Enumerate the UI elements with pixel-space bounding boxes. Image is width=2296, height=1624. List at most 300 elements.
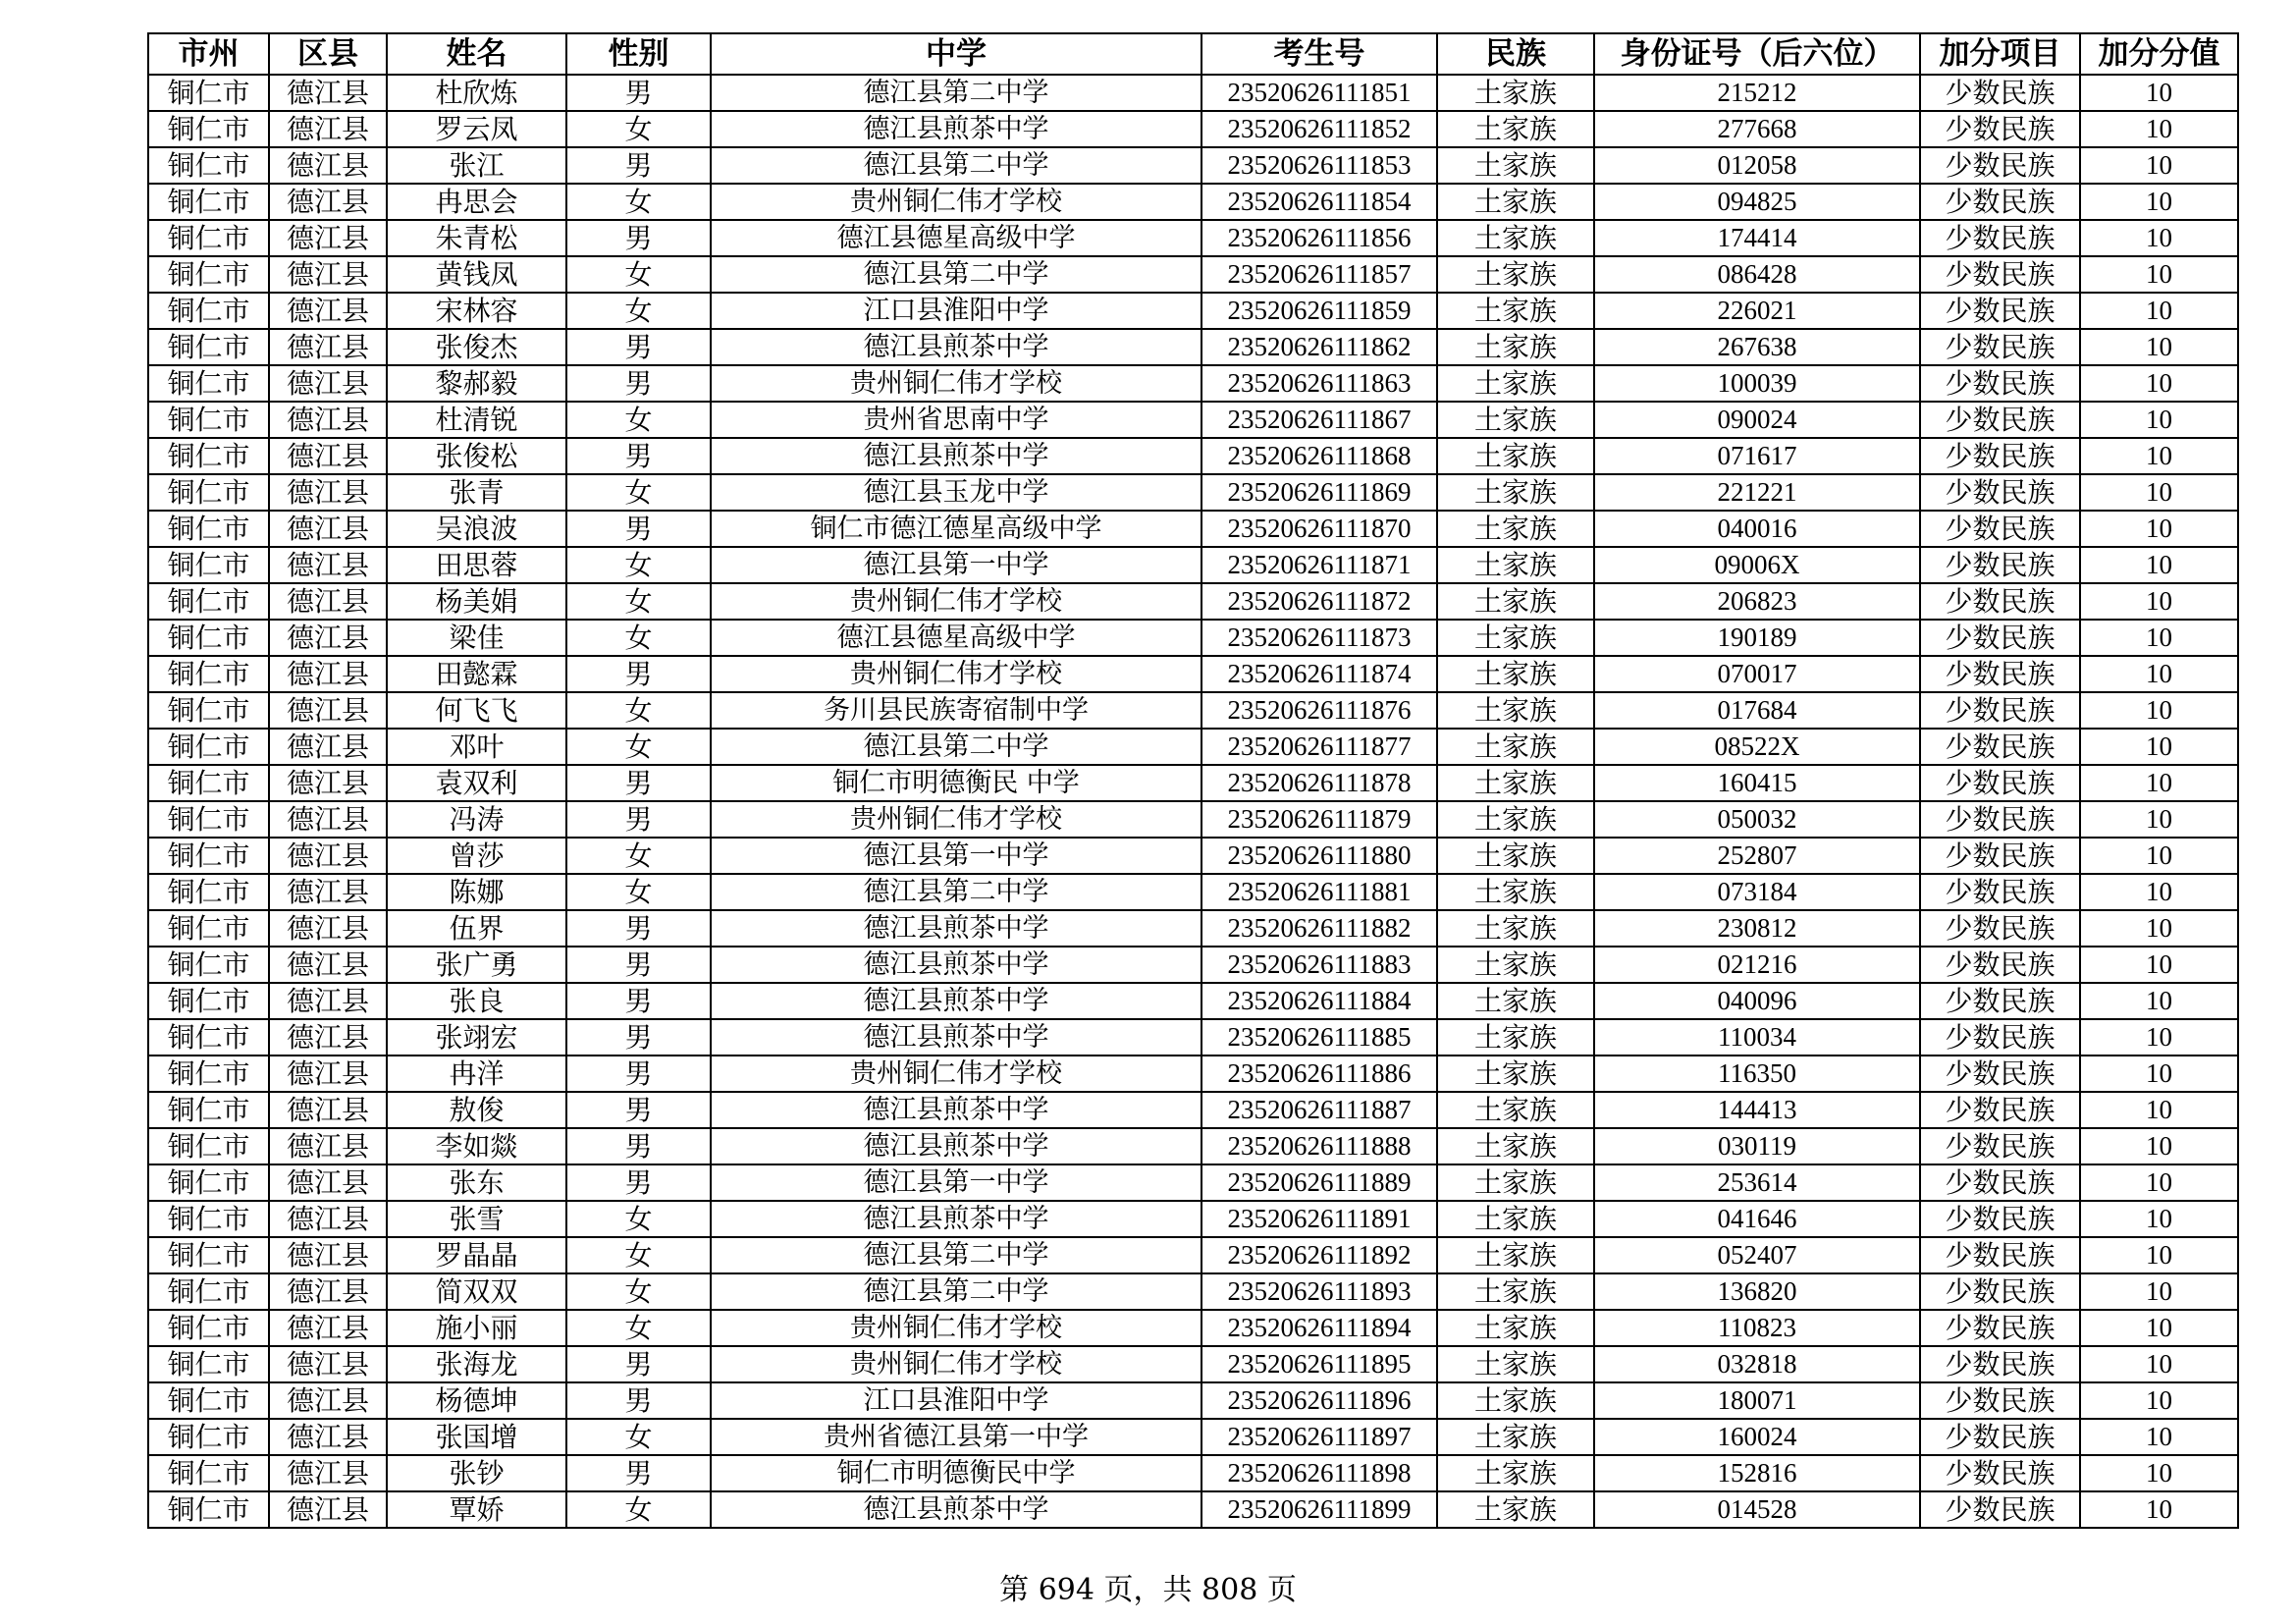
exam-id-cell: 23520626111852	[1201, 111, 1437, 147]
id-suffix-cell: 012058	[1594, 147, 1920, 184]
name-cell: 罗云凤	[387, 111, 566, 147]
name-cell: 张广勇	[387, 947, 566, 983]
county-cell: 德江县	[269, 1273, 387, 1310]
school-cell: 德江县煎茶中学	[711, 983, 1201, 1019]
ethnicity-cell: 土家族	[1437, 1455, 1594, 1491]
school-cell: 贵州铜仁伟才学校	[711, 365, 1201, 402]
exam-id-cell: 23520626111854	[1201, 184, 1437, 220]
ethnicity-cell: 土家族	[1437, 910, 1594, 947]
ethnicity-cell: 土家族	[1437, 256, 1594, 293]
name-cell: 简双双	[387, 1273, 566, 1310]
bonus-points-table	[147, 32, 2239, 1529]
county-cell: 德江县	[269, 293, 387, 329]
exam-id-cell: 23520626111853	[1201, 147, 1437, 184]
name-cell: 张翊宏	[387, 1019, 566, 1056]
table-row	[148, 1164, 2238, 1201]
name-cell: 李如燚	[387, 1128, 566, 1164]
gender-cell: 女	[566, 583, 711, 620]
county-cell: 德江县	[269, 910, 387, 947]
bonus-item-cell: 少数民族	[1920, 1056, 2080, 1092]
name-cell: 张国增	[387, 1419, 566, 1455]
county-cell: 德江县	[269, 1455, 387, 1491]
gender-cell: 女	[566, 620, 711, 656]
exam-id-cell: 23520626111857	[1201, 256, 1437, 293]
id-suffix-cell: 050032	[1594, 801, 1920, 838]
bonus-value-cell: 10	[2080, 801, 2238, 838]
id-suffix-cell: 021216	[1594, 947, 1920, 983]
city-cell: 铜仁市	[148, 947, 269, 983]
id-suffix-cell: 230812	[1594, 910, 1920, 947]
school-cell: 德江县第一中学	[711, 547, 1201, 583]
ethnicity-cell: 土家族	[1437, 402, 1594, 438]
bonus-item-cell: 少数民族	[1920, 547, 2080, 583]
bonus-value-cell: 10	[2080, 329, 2238, 365]
city-cell: 铜仁市	[148, 583, 269, 620]
bonus-value-cell: 10	[2080, 1491, 2238, 1528]
city-cell: 铜仁市	[148, 1056, 269, 1092]
bonus-value-cell: 10	[2080, 147, 2238, 184]
table-row	[148, 329, 2238, 365]
exam-id-cell: 23520626111887	[1201, 1092, 1437, 1128]
city-cell: 铜仁市	[148, 1092, 269, 1128]
bonus-item-cell: 少数民族	[1920, 765, 2080, 801]
bonus-value-cell: 10	[2080, 1201, 2238, 1237]
county-cell: 德江县	[269, 111, 387, 147]
county-cell: 德江县	[269, 983, 387, 1019]
bonus-value-cell: 10	[2080, 1419, 2238, 1455]
ethnicity-cell: 土家族	[1437, 729, 1594, 765]
city-cell: 铜仁市	[148, 402, 269, 438]
bonus-value-cell: 10	[2080, 365, 2238, 402]
county-cell: 德江县	[269, 1346, 387, 1382]
bonus-value-cell: 10	[2080, 1455, 2238, 1491]
table-row	[148, 147, 2238, 184]
ethnicity-cell: 土家族	[1437, 1092, 1594, 1128]
exam-id-cell: 23520626111868	[1201, 438, 1437, 474]
school-cell: 德江县第一中学	[711, 1164, 1201, 1201]
bonus-item-cell: 少数民族	[1920, 1019, 2080, 1056]
bonus-item-cell: 少数民族	[1920, 1419, 2080, 1455]
ethnicity-cell: 土家族	[1437, 874, 1594, 910]
ethnicity-cell: 土家族	[1437, 1310, 1594, 1346]
county-cell: 德江县	[269, 874, 387, 910]
county-cell: 德江县	[269, 75, 387, 111]
school-cell: 铜仁市明德衡民中学	[711, 1455, 1201, 1491]
city-cell: 铜仁市	[148, 1201, 269, 1237]
gender-cell: 男	[566, 438, 711, 474]
table-row	[148, 620, 2238, 656]
gender-cell: 女	[566, 402, 711, 438]
county-cell: 德江县	[269, 729, 387, 765]
exam-id-cell: 23520626111863	[1201, 365, 1437, 402]
bonus-item-cell: 少数民族	[1920, 1382, 2080, 1419]
gender-cell: 女	[566, 1273, 711, 1310]
bonus-item-cell: 少数民族	[1920, 511, 2080, 547]
city-cell: 铜仁市	[148, 1419, 269, 1455]
exam-id-cell: 23520626111894	[1201, 1310, 1437, 1346]
gender-cell: 男	[566, 983, 711, 1019]
city-cell: 铜仁市	[148, 220, 269, 256]
bonus-value-cell: 10	[2080, 1237, 2238, 1273]
id-suffix-cell: 180071	[1594, 1382, 1920, 1419]
col-header-bonus-value: 加分分值	[2080, 33, 2238, 75]
exam-id-cell: 23520626111897	[1201, 1419, 1437, 1455]
gender-cell: 男	[566, 947, 711, 983]
county-cell: 德江县	[269, 1092, 387, 1128]
ethnicity-cell: 土家族	[1437, 838, 1594, 874]
bonus-value-cell: 10	[2080, 438, 2238, 474]
city-cell: 铜仁市	[148, 1310, 269, 1346]
bonus-item-cell: 少数民族	[1920, 838, 2080, 874]
bonus-value-cell: 10	[2080, 293, 2238, 329]
ethnicity-cell: 土家族	[1437, 1019, 1594, 1056]
school-cell: 德江县德星高级中学	[711, 620, 1201, 656]
bonus-value-cell: 10	[2080, 656, 2238, 692]
city-cell: 铜仁市	[148, 474, 269, 511]
name-cell: 张良	[387, 983, 566, 1019]
ethnicity-cell: 土家族	[1437, 1164, 1594, 1201]
city-cell: 铜仁市	[148, 656, 269, 692]
ethnicity-cell: 土家族	[1437, 947, 1594, 983]
bonus-value-cell: 10	[2080, 765, 2238, 801]
city-cell: 铜仁市	[148, 329, 269, 365]
bonus-item-cell: 少数民族	[1920, 147, 2080, 184]
id-suffix-cell: 014528	[1594, 1491, 1920, 1528]
city-cell: 铜仁市	[148, 729, 269, 765]
bonus-item-cell: 少数民族	[1920, 111, 2080, 147]
bonus-item-cell: 少数民族	[1920, 402, 2080, 438]
col-header-name: 姓名	[387, 33, 566, 75]
gender-cell: 男	[566, 1128, 711, 1164]
county-cell: 德江县	[269, 1128, 387, 1164]
id-suffix-cell: 09006X	[1594, 547, 1920, 583]
exam-id-cell: 23520626111885	[1201, 1019, 1437, 1056]
city-cell: 铜仁市	[148, 1491, 269, 1528]
county-cell: 德江县	[269, 1237, 387, 1273]
bonus-value-cell: 10	[2080, 111, 2238, 147]
ethnicity-cell: 土家族	[1437, 365, 1594, 402]
id-suffix-cell: 086428	[1594, 256, 1920, 293]
id-suffix-cell: 152816	[1594, 1455, 1920, 1491]
name-cell: 伍界	[387, 910, 566, 947]
exam-id-cell: 23520626111886	[1201, 1056, 1437, 1092]
table-row	[148, 547, 2238, 583]
id-suffix-cell: 071617	[1594, 438, 1920, 474]
exam-id-cell: 23520626111898	[1201, 1455, 1437, 1491]
table-row	[148, 1019, 2238, 1056]
bonus-value-cell: 10	[2080, 1310, 2238, 1346]
county-cell: 德江县	[269, 1019, 387, 1056]
ethnicity-cell: 土家族	[1437, 293, 1594, 329]
bonus-value-cell: 10	[2080, 983, 2238, 1019]
name-cell: 覃娇	[387, 1491, 566, 1528]
table-row	[148, 438, 2238, 474]
school-cell: 德江县煎茶中学	[711, 1491, 1201, 1528]
id-suffix-cell: 073184	[1594, 874, 1920, 910]
exam-id-cell: 23520626111889	[1201, 1164, 1437, 1201]
ethnicity-cell: 土家族	[1437, 692, 1594, 729]
county-cell: 德江县	[269, 547, 387, 583]
bonus-item-cell: 少数民族	[1920, 75, 2080, 111]
city-cell: 铜仁市	[148, 111, 269, 147]
id-suffix-cell: 090024	[1594, 402, 1920, 438]
bonus-value-cell: 10	[2080, 1273, 2238, 1310]
school-cell: 德江县玉龙中学	[711, 474, 1201, 511]
name-cell: 张青	[387, 474, 566, 511]
table-row	[148, 1128, 2238, 1164]
name-cell: 张雪	[387, 1201, 566, 1237]
id-suffix-cell: 110034	[1594, 1019, 1920, 1056]
table-row	[148, 256, 2238, 293]
county-cell: 德江县	[269, 1201, 387, 1237]
city-cell: 铜仁市	[148, 547, 269, 583]
county-cell: 德江县	[269, 1419, 387, 1455]
table-row	[148, 75, 2238, 111]
bonus-value-cell: 10	[2080, 220, 2238, 256]
gender-cell: 男	[566, 1455, 711, 1491]
county-cell: 德江县	[269, 329, 387, 365]
gender-cell: 男	[566, 910, 711, 947]
city-cell: 铜仁市	[148, 1164, 269, 1201]
school-cell: 贵州铜仁伟才学校	[711, 656, 1201, 692]
county-cell: 德江县	[269, 947, 387, 983]
gender-cell: 男	[566, 365, 711, 402]
bonus-item-cell: 少数民族	[1920, 1491, 2080, 1528]
ethnicity-cell: 土家族	[1437, 1382, 1594, 1419]
name-cell: 冉思会	[387, 184, 566, 220]
city-cell: 铜仁市	[148, 1273, 269, 1310]
county-cell: 德江县	[269, 511, 387, 547]
bonus-item-cell: 少数民族	[1920, 983, 2080, 1019]
school-cell: 德江县第一中学	[711, 838, 1201, 874]
col-header-county: 区县	[269, 33, 387, 75]
county-cell: 德江县	[269, 1491, 387, 1528]
gender-cell: 男	[566, 220, 711, 256]
id-suffix-cell: 267638	[1594, 329, 1920, 365]
school-cell: 德江县德星高级中学	[711, 220, 1201, 256]
school-cell: 铜仁市德江德星高级中学	[711, 511, 1201, 547]
header-row	[148, 33, 2238, 75]
exam-id-cell: 23520626111867	[1201, 402, 1437, 438]
county-cell: 德江县	[269, 620, 387, 656]
name-cell: 杜清锐	[387, 402, 566, 438]
gender-cell: 男	[566, 1346, 711, 1382]
table-row	[148, 692, 2238, 729]
ethnicity-cell: 土家族	[1437, 1273, 1594, 1310]
bonus-value-cell: 10	[2080, 1092, 2238, 1128]
ethnicity-cell: 土家族	[1437, 111, 1594, 147]
bonus-value-cell: 10	[2080, 256, 2238, 293]
bonus-value-cell: 10	[2080, 1346, 2238, 1382]
school-cell: 德江县煎茶中学	[711, 438, 1201, 474]
school-cell: 德江县煎茶中学	[711, 1019, 1201, 1056]
exam-id-cell: 23520626111899	[1201, 1491, 1437, 1528]
name-cell: 田懿霖	[387, 656, 566, 692]
id-suffix-cell: 221221	[1594, 474, 1920, 511]
table-row	[148, 511, 2238, 547]
name-cell: 吴浪波	[387, 511, 566, 547]
id-suffix-cell: 190189	[1594, 620, 1920, 656]
table-row	[148, 765, 2238, 801]
ethnicity-cell: 土家族	[1437, 620, 1594, 656]
city-cell: 铜仁市	[148, 874, 269, 910]
city-cell: 铜仁市	[148, 1346, 269, 1382]
id-suffix-cell: 160024	[1594, 1419, 1920, 1455]
city-cell: 铜仁市	[148, 838, 269, 874]
bonus-value-cell: 10	[2080, 947, 2238, 983]
exam-id-cell: 23520626111893	[1201, 1273, 1437, 1310]
county-cell: 德江县	[269, 365, 387, 402]
exam-id-cell: 23520626111877	[1201, 729, 1437, 765]
bonus-value-cell: 10	[2080, 184, 2238, 220]
ethnicity-cell: 土家族	[1437, 656, 1594, 692]
table-row	[148, 874, 2238, 910]
id-suffix-cell: 116350	[1594, 1056, 1920, 1092]
exam-id-cell: 23520626111891	[1201, 1201, 1437, 1237]
bonus-value-cell: 10	[2080, 692, 2238, 729]
school-cell: 德江县第二中学	[711, 729, 1201, 765]
county-cell: 德江县	[269, 1382, 387, 1419]
bonus-item-cell: 少数民族	[1920, 1310, 2080, 1346]
gender-cell: 男	[566, 1164, 711, 1201]
school-cell: 德江县第二中学	[711, 147, 1201, 184]
school-cell: 德江县煎茶中学	[711, 111, 1201, 147]
bonus-item-cell: 少数民族	[1920, 1092, 2080, 1128]
bonus-item-cell: 少数民族	[1920, 692, 2080, 729]
bonus-value-cell: 10	[2080, 874, 2238, 910]
bonus-item-cell: 少数民族	[1920, 1237, 2080, 1273]
city-cell: 铜仁市	[148, 765, 269, 801]
ethnicity-cell: 土家族	[1437, 983, 1594, 1019]
bonus-value-cell: 10	[2080, 729, 2238, 765]
bonus-item-cell: 少数民族	[1920, 620, 2080, 656]
city-cell: 铜仁市	[148, 365, 269, 402]
name-cell: 曾莎	[387, 838, 566, 874]
col-header-gender: 性别	[566, 33, 711, 75]
gender-cell: 女	[566, 547, 711, 583]
bonus-value-cell: 10	[2080, 75, 2238, 111]
bonus-value-cell: 10	[2080, 1019, 2238, 1056]
city-cell: 铜仁市	[148, 511, 269, 547]
gender-cell: 女	[566, 184, 711, 220]
county-cell: 德江县	[269, 1164, 387, 1201]
gender-cell: 女	[566, 293, 711, 329]
name-cell: 田思蓉	[387, 547, 566, 583]
bonus-item-cell: 少数民族	[1920, 801, 2080, 838]
name-cell: 陈娜	[387, 874, 566, 910]
exam-id-cell: 23520626111878	[1201, 765, 1437, 801]
id-suffix-cell: 174414	[1594, 220, 1920, 256]
table-row	[148, 947, 2238, 983]
bonus-value-cell: 10	[2080, 838, 2238, 874]
exam-id-cell: 23520626111879	[1201, 801, 1437, 838]
city-cell: 铜仁市	[148, 1237, 269, 1273]
exam-id-cell: 23520626111880	[1201, 838, 1437, 874]
table-row	[148, 111, 2238, 147]
gender-cell: 男	[566, 1092, 711, 1128]
col-header-bonus-item: 加分项目	[1920, 33, 2080, 75]
school-cell: 江口县淮阳中学	[711, 1382, 1201, 1419]
school-cell: 贵州省德江县第一中学	[711, 1419, 1201, 1455]
name-cell: 邓叶	[387, 729, 566, 765]
name-cell: 何飞飞	[387, 692, 566, 729]
ethnicity-cell: 土家族	[1437, 583, 1594, 620]
school-cell: 德江县第二中学	[711, 1273, 1201, 1310]
table-row	[148, 1237, 2238, 1273]
bonus-item-cell: 少数民族	[1920, 1273, 2080, 1310]
county-cell: 德江县	[269, 256, 387, 293]
bonus-item-cell: 少数民族	[1920, 220, 2080, 256]
exam-id-cell: 23520626111892	[1201, 1237, 1437, 1273]
name-cell: 杨德坤	[387, 1382, 566, 1419]
school-cell: 德江县第二中学	[711, 256, 1201, 293]
gender-cell: 男	[566, 656, 711, 692]
ethnicity-cell: 土家族	[1437, 1056, 1594, 1092]
bonus-item-cell: 少数民族	[1920, 1455, 2080, 1491]
name-cell: 宋林容	[387, 293, 566, 329]
school-cell: 德江县煎茶中学	[711, 1201, 1201, 1237]
name-cell: 朱青松	[387, 220, 566, 256]
county-cell: 德江县	[269, 801, 387, 838]
col-header-id-suffix: 身份证号（后六位）	[1594, 33, 1920, 75]
name-cell: 袁双利	[387, 765, 566, 801]
name-cell: 敖俊	[387, 1092, 566, 1128]
table-row	[148, 583, 2238, 620]
id-suffix-cell: 206823	[1594, 583, 1920, 620]
county-cell: 德江县	[269, 765, 387, 801]
id-suffix-cell: 277668	[1594, 111, 1920, 147]
name-cell: 梁佳	[387, 620, 566, 656]
ethnicity-cell: 土家族	[1437, 511, 1594, 547]
id-suffix-cell: 040016	[1594, 511, 1920, 547]
gender-cell: 女	[566, 1419, 711, 1455]
table-row	[148, 1092, 2238, 1128]
table-row	[148, 1346, 2238, 1382]
county-cell: 德江县	[269, 692, 387, 729]
bonus-item-cell: 少数民族	[1920, 583, 2080, 620]
gender-cell: 女	[566, 1491, 711, 1528]
table-row	[148, 801, 2238, 838]
school-cell: 贵州铜仁伟才学校	[711, 1346, 1201, 1382]
gender-cell: 女	[566, 838, 711, 874]
bonus-item-cell: 少数民族	[1920, 874, 2080, 910]
id-suffix-cell: 136820	[1594, 1273, 1920, 1310]
table-row	[148, 838, 2238, 874]
name-cell: 冉洋	[387, 1056, 566, 1092]
ethnicity-cell: 土家族	[1437, 147, 1594, 184]
col-header-city: 市州	[148, 33, 269, 75]
table-row	[148, 1382, 2238, 1419]
school-cell: 江口县淮阳中学	[711, 293, 1201, 329]
ethnicity-cell: 土家族	[1437, 184, 1594, 220]
city-cell: 铜仁市	[148, 293, 269, 329]
table-row	[148, 1056, 2238, 1092]
county-cell: 德江县	[269, 838, 387, 874]
page-footer: 第 694 页，共 808 页	[999, 1573, 1297, 1607]
id-suffix-cell: 160415	[1594, 765, 1920, 801]
gender-cell: 男	[566, 1382, 711, 1419]
table-row	[148, 184, 2238, 220]
bonus-item-cell: 少数民族	[1920, 256, 2080, 293]
gender-cell: 女	[566, 256, 711, 293]
county-cell: 德江县	[269, 656, 387, 692]
table-row	[148, 293, 2238, 329]
gender-cell: 男	[566, 1056, 711, 1092]
exam-id-cell: 23520626111876	[1201, 692, 1437, 729]
city-cell: 铜仁市	[148, 1128, 269, 1164]
bonus-value-cell: 10	[2080, 1056, 2238, 1092]
bonus-value-cell: 10	[2080, 1164, 2238, 1201]
